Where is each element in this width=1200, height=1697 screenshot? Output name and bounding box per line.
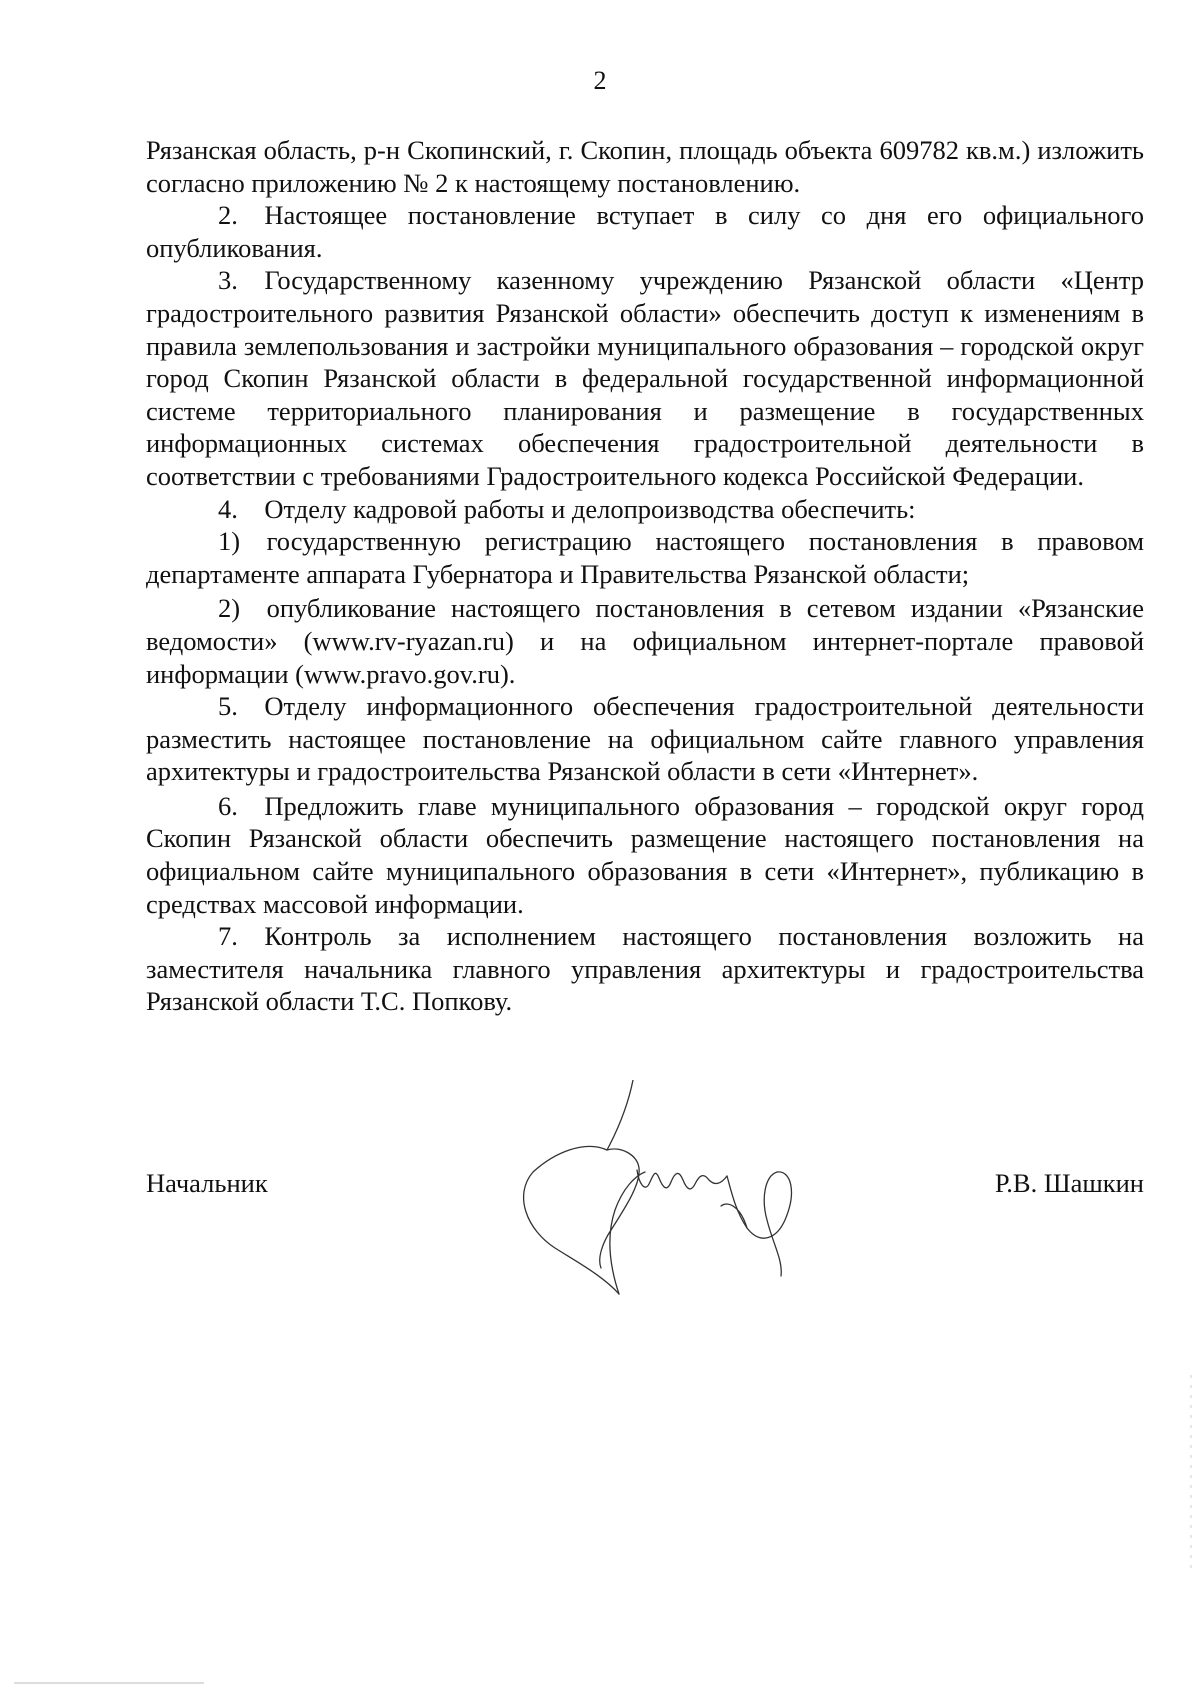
signatory-name: Р.В. Шашкин xyxy=(994,1168,1144,1198)
page-number: 2 xyxy=(593,66,607,95)
paragraph-item-3: 3. Государственному казенному учреждению Рязанской области «Центр градостроительного развития Рязанской области» обеспечить доступ к изменениям в правила землепользования и застройки муниципального образования – городской округ город Скопин Рязанской области в федеральной государственной информационной системе территориального планирования и размещение в государственных информационных системах обеспечения градостроительной деятельности в соответствии с требованиями Градостроительного кодекса Российской Федерации. xyxy=(146,265,1144,491)
paragraph-item-6: 6. Предложить главе муниципального образования – городской округ город Скопин Рязанской области обеспечить размещение настоящего постановления на официальном сайте муниципального образования в сети «Интернет», публикацию в средствах массовой информации. xyxy=(146,790,1144,919)
signatory-title: Начальник xyxy=(146,1168,268,1198)
paragraph-item-7: 7. Контроль за исполнением настоящего постановления возложить на заместителя начальника главного управления архитектуры и градостроительства Рязанской области Т.С. Попкову. xyxy=(146,921,1144,1017)
signature-block xyxy=(146,1168,1144,1208)
document-body xyxy=(146,134,1144,1018)
paragraph-subitem-2: 2) опубликование настоящего постановления в сетевом издании «Рязанские ведомости» (www.rv-ryazan.ru) и на официальном интернет-портале правовой информации (www.pravo.gov.ru). xyxy=(146,593,1144,689)
paragraph-item-4: 4. Отделу кадровой работы и делопроизводства обеспечить: xyxy=(218,493,916,524)
scan-bottom-mark xyxy=(14,1680,204,1686)
paragraph-item-2: 2. Настоящее постановление вступает в силу со дня его официального опубликования. xyxy=(146,200,1144,263)
scan-edge-mark xyxy=(1186,1375,1196,1575)
paragraph-item-5: 5. Отделу информационного обеспечения градостроительной деятельности разместить настоящее постановление на официальном сайте главного управления архитектуры и градостроительства Рязанской области в сети «Интернет». xyxy=(146,691,1144,787)
paragraph-subitem-1: 1) государственную регистрацию настоящего постановления в правовом департаменте аппарата Губернатора и Правительства Рязанской области; xyxy=(146,526,1144,589)
paragraph-continuation: Рязанская область, р-н Скопинский, г. Скопин, площадь объекта 609782 кв.м.) изложить согласно приложению № 2 к настоящему постановлению. xyxy=(146,135,1144,198)
